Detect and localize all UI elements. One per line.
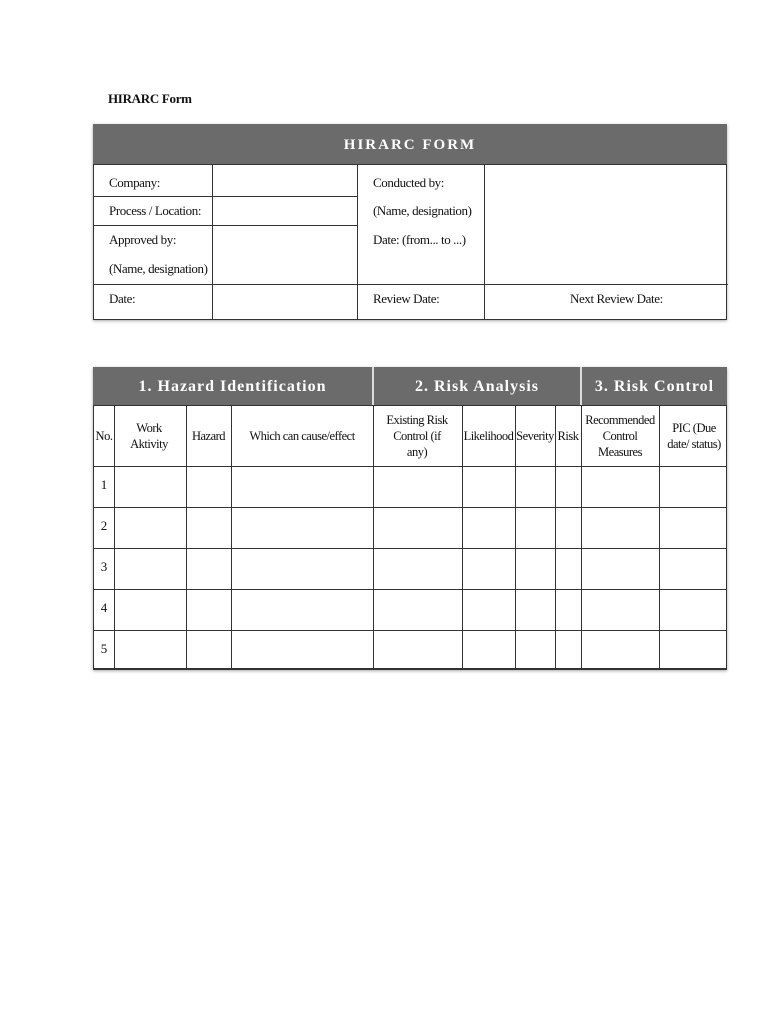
company-label: Company:	[109, 175, 160, 190]
date-field[interactable]	[213, 285, 357, 320]
col-likelihood: Likelihood	[463, 429, 514, 443]
col-no: No.	[95, 429, 113, 443]
approved-by-field[interactable]	[213, 226, 357, 284]
grid-line	[94, 196, 212, 197]
conducted-by-label: Conducted by:	[373, 175, 444, 190]
col-cause-effect: Which can cause/effect	[249, 429, 355, 443]
review-date-label: Review Date:	[373, 291, 440, 306]
document-label: HIRARC Form	[108, 91, 192, 106]
header-form-grid	[93, 164, 727, 320]
section-risk-control: 3. Risk Control	[582, 367, 727, 405]
col-existing-control: Existing Risk Control (if any)	[386, 413, 448, 459]
hazard-table-grid	[93, 405, 727, 670]
grid-line	[94, 548, 727, 549]
row-number: 2	[100, 518, 108, 533]
row-number: 5	[100, 641, 108, 656]
process-location-label: Process / Location:	[109, 203, 202, 218]
next-review-date-label: Next Review Date:	[570, 291, 663, 306]
grid-line	[94, 466, 727, 467]
grid-line	[94, 284, 728, 285]
row-number: 4	[100, 600, 108, 615]
conducted-by-sub-label: (Name, designation)	[373, 203, 472, 218]
process-location-field[interactable]	[213, 197, 357, 225]
col-recommended: Recommended Control Measures	[585, 413, 655, 459]
form-title: HIRARC FORM	[93, 124, 727, 164]
hirarc-header-form	[93, 124, 727, 320]
company-field[interactable]	[213, 165, 357, 196]
approved-by-label: Approved by:	[109, 232, 177, 247]
grid-line	[94, 630, 727, 631]
col-severity: Severity	[516, 429, 554, 443]
approved-by-sub-label: (Name, designation)	[109, 261, 208, 276]
grid-line	[94, 589, 727, 590]
section-hazard-identification: 1. Hazard Identification	[93, 367, 372, 405]
row-number: 3	[100, 559, 108, 574]
row-number: 1	[100, 477, 108, 492]
col-work-activity: Work Aktivity	[130, 421, 168, 451]
section-risk-analysis: 2. Risk Analysis	[374, 367, 580, 405]
col-risk: Risk	[557, 429, 579, 443]
hazard-table	[93, 367, 727, 670]
date-label: Date:	[109, 291, 136, 306]
col-pic: PIC (Due date/ status)	[667, 421, 721, 451]
conducted-by-field[interactable]	[485, 165, 727, 284]
grid-line	[357, 165, 358, 320]
grid-line	[94, 507, 727, 508]
col-hazard: Hazard	[191, 429, 226, 443]
date-range-label: Date: (from... to ...)	[373, 232, 466, 247]
